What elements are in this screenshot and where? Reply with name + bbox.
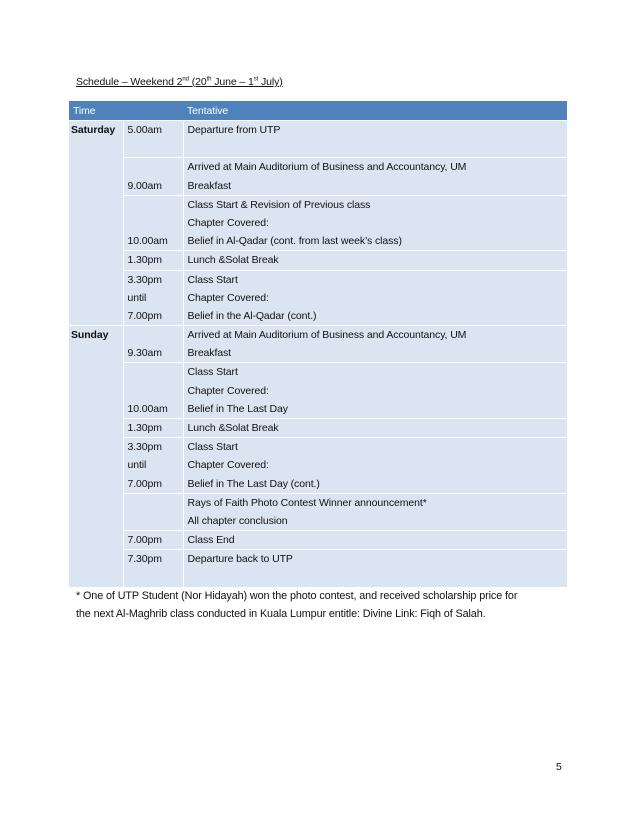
- time-cell: 10.00am: [123, 195, 183, 251]
- tentative-cell: Class Start Chapter Covered: Belief in the Al-Qadar (cont.): [183, 270, 567, 326]
- table-row: [69, 251, 567, 270]
- tentative-cell: Class Start Chapter Covered: Belief in The Last Day (cont.): [183, 438, 567, 494]
- time-cell: 9.30am: [123, 326, 183, 363]
- tentative-cell: Departure back to UTP: [183, 550, 567, 587]
- table-row: [69, 363, 567, 419]
- day-sunday: Sunday: [69, 326, 123, 587]
- table-row: [69, 531, 567, 550]
- time-cell: 3.30pm until 7.00pm: [123, 438, 183, 494]
- tentative-cell: Arrived at Main Auditorium of Business and Accountancy, UM Breakfast: [183, 158, 567, 195]
- tentative-cell: Lunch &Solat Break: [183, 251, 567, 270]
- tentative-cell: Arrived at Main Auditorium of Business and Accountancy, UM Breakfast: [183, 326, 567, 363]
- table-row: [69, 195, 567, 251]
- footnote-line: * One of UTP Student (Nor Hidayah) won the photo contest, and received scholarship price for: [76, 590, 518, 602]
- time-cell: 9.00am: [123, 158, 183, 195]
- schedule-table: [69, 101, 567, 587]
- time-cell: 10.00am: [123, 363, 183, 419]
- time-cell: 3.30pm until 7.00pm: [123, 270, 183, 326]
- table-row: [69, 270, 567, 326]
- table-row: [69, 550, 567, 587]
- footnote: [76, 587, 576, 623]
- tentative-cell: Class Start & Revision of Previous class Chapter Covered: Belief in Al-Qadar (cont. from last week’s class): [183, 195, 567, 251]
- tentative-cell: Class End: [183, 531, 567, 550]
- page-number: 5: [556, 761, 562, 773]
- time-cell: 7.30pm: [123, 550, 183, 587]
- header-time: Time: [69, 101, 183, 121]
- tentative-cell: Rays of Faith Photo Contest Winner announcement* All chapter conclusion: [183, 493, 567, 530]
- time-cell: 1.30pm: [123, 419, 183, 438]
- table-row: [69, 158, 567, 195]
- header-tentative: Tentative: [183, 101, 567, 121]
- table-row: [69, 493, 567, 530]
- tentative-cell: Departure from UTP: [183, 121, 567, 158]
- footnote-line: the next Al-Maghrib class conducted in Kuala Lumpur entitle: Divine Link: Fiqh of Salah.: [76, 608, 486, 620]
- time-cell: 7.00pm: [123, 531, 183, 550]
- table-row: [69, 419, 567, 438]
- time-cell: [123, 493, 183, 530]
- table-row: [69, 438, 567, 494]
- table-row: [69, 326, 567, 363]
- schedule-heading: Schedule – Weekend 2nd (20th June – 1st July): [76, 76, 283, 88]
- tentative-cell: Class Start Chapter Covered: Belief in The Last Day: [183, 363, 567, 419]
- time-cell: 5.00am: [123, 121, 183, 158]
- tentative-cell: Lunch &Solat Break: [183, 419, 567, 438]
- table-header-row: [69, 101, 567, 121]
- day-saturday: Saturday: [69, 121, 123, 326]
- table-row: [69, 121, 567, 158]
- time-cell: 1.30pm: [123, 251, 183, 270]
